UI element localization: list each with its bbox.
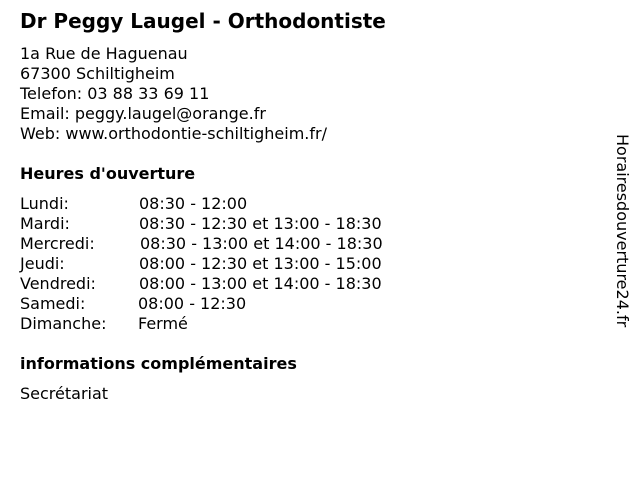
page-title: Dr Peggy Laugel - Orthodontiste <box>20 9 386 33</box>
hours-row-friday <box>20 274 440 294</box>
time-value: 08:30 - 13:00 et 14:00 - 18:30 <box>140 234 383 253</box>
website-address: Web: www.orthodontie-schiltigheim.fr/ <box>20 124 327 143</box>
day-label: Mardi: <box>20 214 70 233</box>
day-label: Vendredi: <box>20 274 96 293</box>
email-address: Email: peggy.laugel@orange.fr <box>20 104 266 123</box>
hours-row-sunday <box>20 314 440 334</box>
additional-info-heading: informations complémentaires <box>20 354 297 373</box>
site-watermark: Horairesdouverture24.fr <box>613 134 632 328</box>
time-value: 08:30 - 12:30 et 13:00 - 18:30 <box>139 214 382 233</box>
time-value: 08:00 - 12:30 <box>138 294 247 313</box>
day-label: Dimanche: <box>20 314 107 333</box>
hours-row-tuesday <box>20 214 440 234</box>
day-label: Samedi: <box>20 294 86 313</box>
address-street: 1a Rue de Haguenau <box>20 44 188 63</box>
opening-hours-table <box>20 194 440 334</box>
phone-number: Telefon: 03 88 33 69 11 <box>20 84 210 103</box>
hours-row-wednesday <box>20 234 440 254</box>
day-label: Lundi: <box>20 194 69 213</box>
time-value: 08:30 - 12:00 <box>139 194 248 213</box>
time-value: Fermé <box>138 314 188 333</box>
hours-row-saturday <box>20 294 440 314</box>
hours-row-monday <box>20 194 440 214</box>
time-value: 08:00 - 12:30 et 13:00 - 15:00 <box>139 254 382 273</box>
opening-hours-heading: Heures d'ouverture <box>20 164 196 183</box>
time-value: 08:00 - 13:00 et 14:00 - 18:30 <box>139 274 382 293</box>
contact-block <box>20 44 327 144</box>
address-city: 67300 Schiltigheim <box>20 64 175 83</box>
hours-row-thursday <box>20 254 440 274</box>
additional-info-text: Secrétariat <box>20 384 109 403</box>
day-label: Jeudi: <box>20 254 65 273</box>
day-label: Mercredi: <box>20 234 95 253</box>
